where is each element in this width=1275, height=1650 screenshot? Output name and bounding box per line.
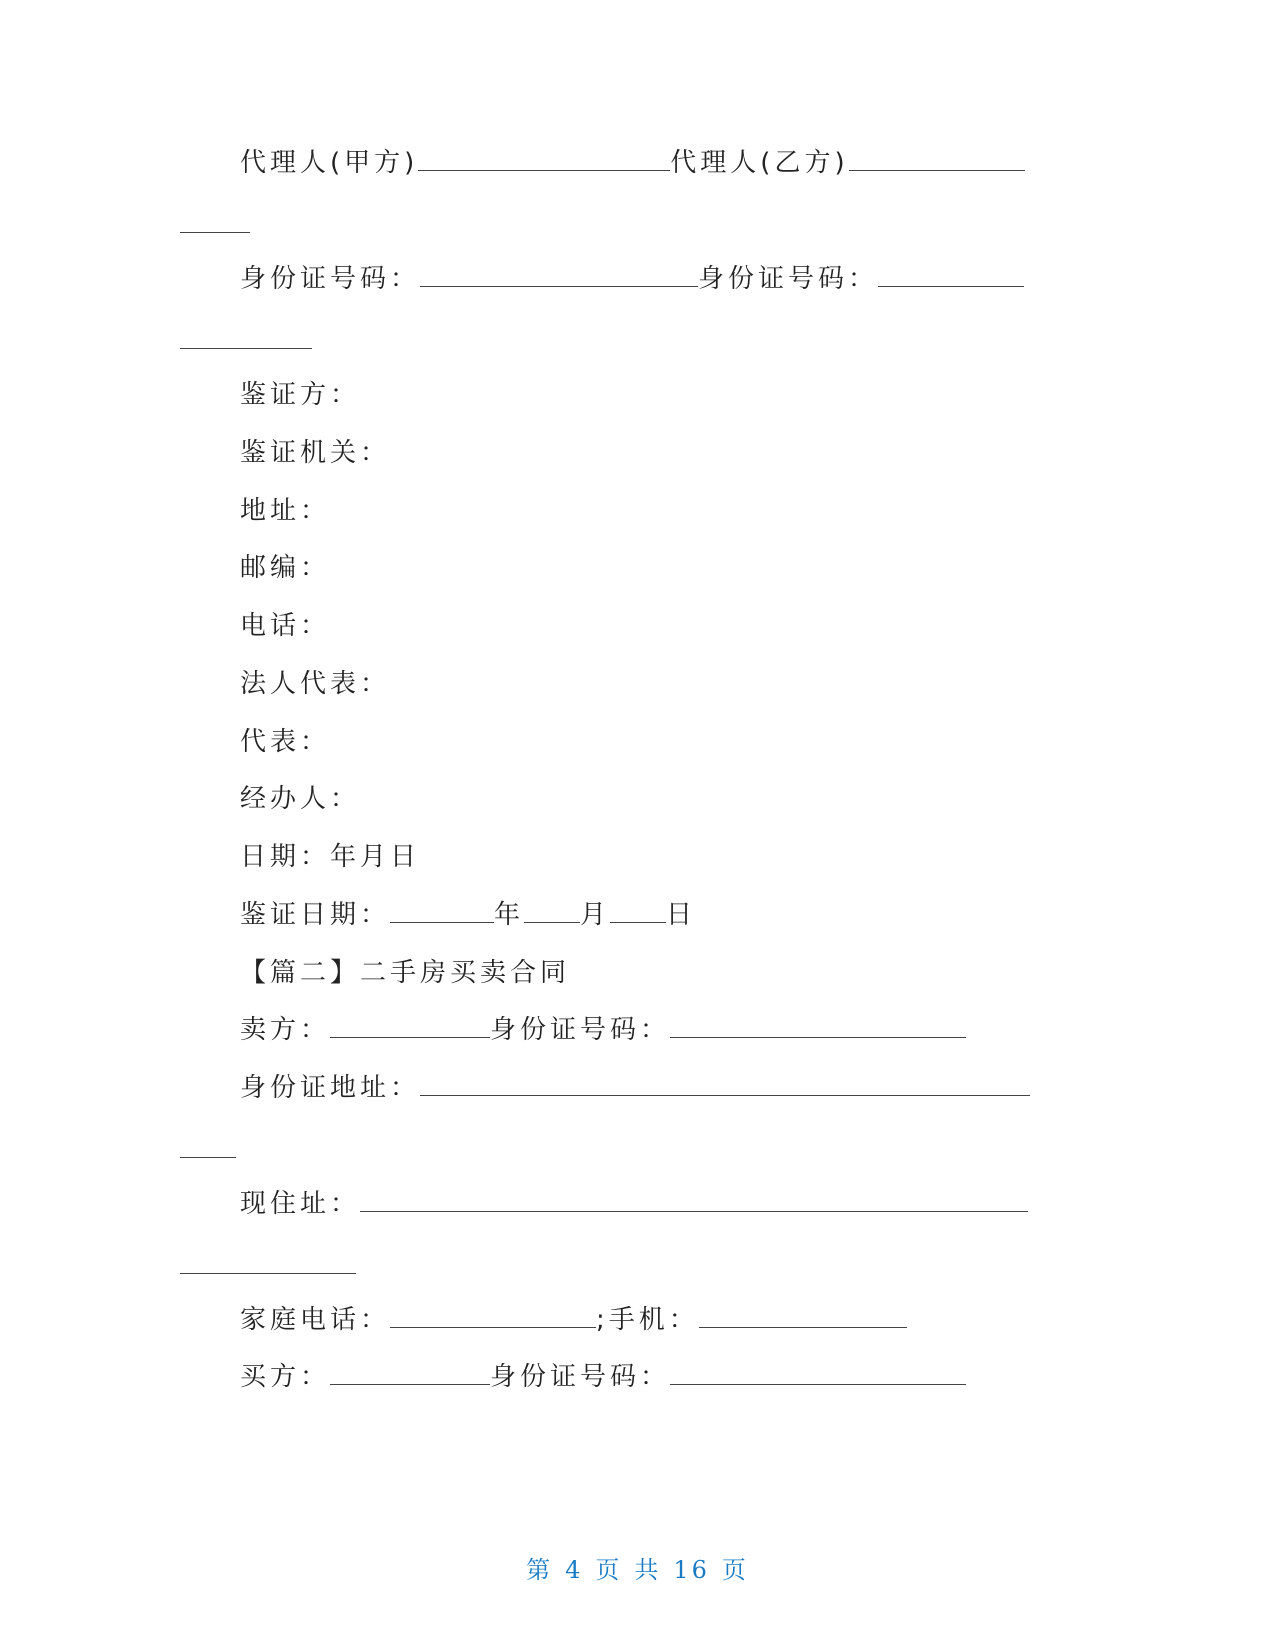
buyer-name-blank[interactable] [330, 1360, 490, 1385]
seller-home-phone-label: 家庭电话： [240, 1305, 391, 1335]
footer-total-number: 16 [673, 1556, 710, 1584]
seller-id-address-blank[interactable] [420, 1071, 1030, 1096]
seller-home-phone-blank[interactable] [390, 1303, 596, 1328]
notary-legal-rep-label: 法人代表： [240, 669, 391, 699]
verify-month-blank[interactable] [524, 898, 580, 923]
agent-row [240, 146, 1025, 180]
notary-address-label: 地址： [240, 496, 331, 526]
notary-postcode-label: 邮编： [240, 553, 331, 583]
buyer-row [240, 1360, 966, 1394]
verify-year-unit: 年 [494, 900, 525, 930]
agent-party-b-label: 代理人(乙方) [670, 148, 849, 178]
seller-mobile-blank[interactable] [699, 1303, 907, 1328]
verify-day-unit: 日 [666, 900, 697, 930]
id-label-b: 身份证号码： [698, 264, 879, 294]
buyer-id-blank[interactable] [670, 1360, 966, 1385]
agent-party-b-blank[interactable] [849, 146, 1025, 171]
notary-phone-label: 电话： [240, 611, 331, 641]
verify-date-label: 鉴证日期： [240, 900, 391, 930]
id-row-continuation [180, 348, 312, 349]
verify-year-blank[interactable] [390, 898, 494, 923]
notary-office-label: 鉴证机关： [240, 438, 391, 468]
footer-page-unit: 页 [595, 1556, 623, 1584]
notary-handler-label: 经办人： [240, 784, 361, 814]
seller-id-address-continuation [180, 1157, 236, 1158]
seller-name-blank[interactable] [330, 1013, 490, 1038]
agent-party-a-blank[interactable] [418, 146, 670, 171]
notary-date-label: 日期：年月日 [240, 842, 421, 872]
seller-phone-row [240, 1303, 907, 1337]
buyer-id-label: 身份证号码： [490, 1362, 671, 1392]
id-b-blank[interactable] [878, 262, 1024, 287]
seller-current-address-row [240, 1187, 1028, 1221]
seller-current-address-label: 现住址： [240, 1189, 361, 1219]
footer-total-unit: 页 [721, 1556, 749, 1584]
notary-rep-label: 代表： [240, 727, 331, 757]
agent-row-continuation [180, 232, 250, 233]
verify-day-blank[interactable] [610, 898, 666, 923]
id-label-a: 身份证号码： [240, 264, 421, 294]
agent-party-a-label: 代理人(甲方) [240, 148, 419, 178]
seller-current-address-blank[interactable] [360, 1187, 1028, 1212]
id-a-blank[interactable] [420, 262, 698, 287]
footer-page-number: 4 [565, 1556, 584, 1584]
verify-date-row [240, 898, 696, 932]
section-title: 【篇二】二手房买卖合同 [240, 958, 571, 988]
id-row [240, 262, 1024, 296]
seller-row [240, 1013, 966, 1047]
seller-id-label: 身份证号码： [490, 1015, 671, 1045]
seller-mobile-label: ;手机： [596, 1305, 699, 1335]
seller-label: 卖方： [240, 1015, 331, 1045]
seller-id-address-row [240, 1071, 1030, 1105]
seller-id-blank[interactable] [670, 1013, 966, 1038]
footer-total-word: 共 [634, 1556, 662, 1584]
page-footer [0, 1550, 1275, 1585]
notary-label: 鉴证方： [240, 380, 361, 410]
buyer-label: 买方： [240, 1362, 331, 1392]
seller-current-address-continuation [180, 1273, 356, 1274]
verify-month-unit: 月 [580, 900, 611, 930]
seller-id-address-label: 身份证地址： [240, 1073, 421, 1103]
footer-page-word: 第 [526, 1556, 554, 1584]
